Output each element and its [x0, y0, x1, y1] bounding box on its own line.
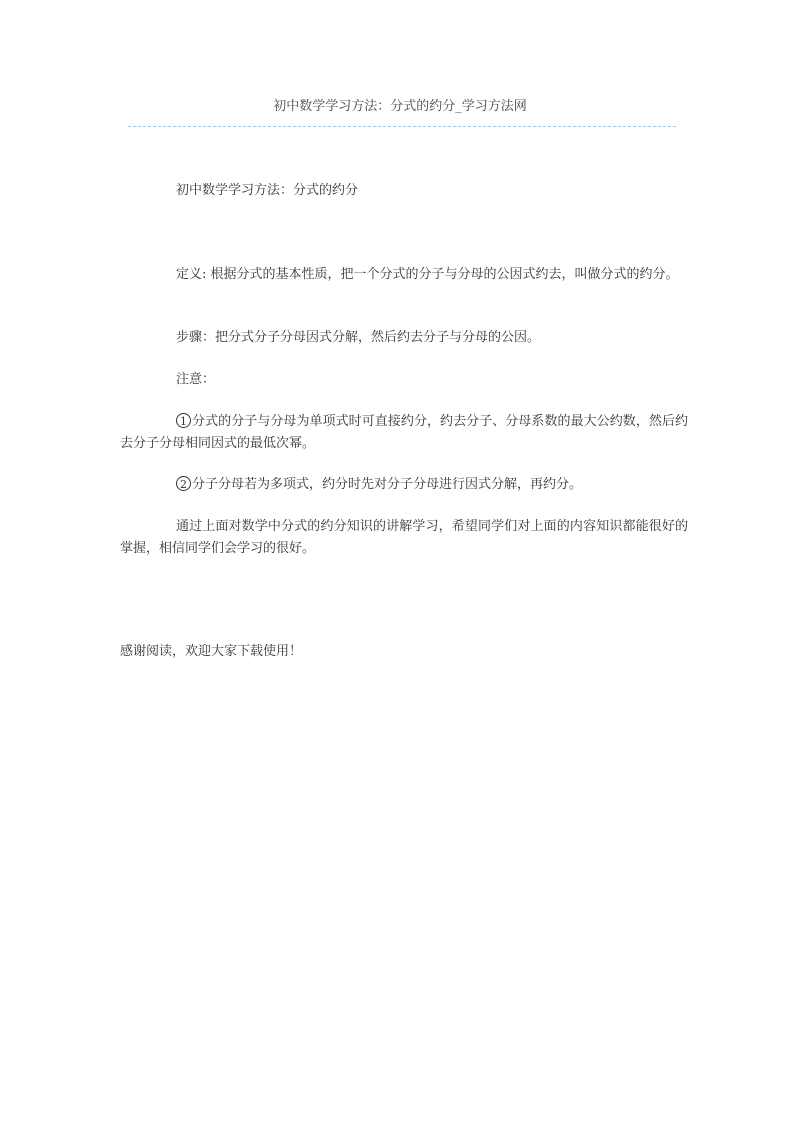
circled-number-2-icon: 2	[176, 476, 191, 491]
header-divider	[128, 126, 676, 127]
note-label: 注意：	[176, 372, 216, 387]
closing-text: 感谢阅读，欢迎大家下载使用！	[120, 644, 303, 659]
note-item-1-text: 分式的分子与分母为单项式时可直接约分，约去分子、分母系数的最大公约数，然后约去分子分母相同因式的最低次幂。	[120, 414, 688, 451]
note-item-2-text: 分子分母若为多项式，约分时先对分子分母进行因式分解，再约分。	[192, 477, 583, 492]
definition-paragraph: 定义: 根据分式的基本性质，把一个分式的分子与分母的公因式约去，叫做分式的约分。	[176, 267, 679, 282]
header-title: 初中数学学习方法：分式的约分_学习方法网	[273, 99, 527, 114]
circled-number-1-icon: 1	[176, 413, 191, 428]
summary-paragraph: 通过上面对数学中分式的约分知识的讲解学习，希望同学们对上面的内容知识都能很好的掌握，相信同学们会学习的很好。	[120, 519, 688, 556]
note-item-1	[120, 411, 688, 455]
steps-paragraph: 步骤：把分式分子分母因式分解，然后约去分子与分母的公因。	[176, 330, 541, 345]
article-title: 初中数学学习方法：分式的约分	[176, 183, 359, 198]
note-item-2	[120, 474, 688, 496]
